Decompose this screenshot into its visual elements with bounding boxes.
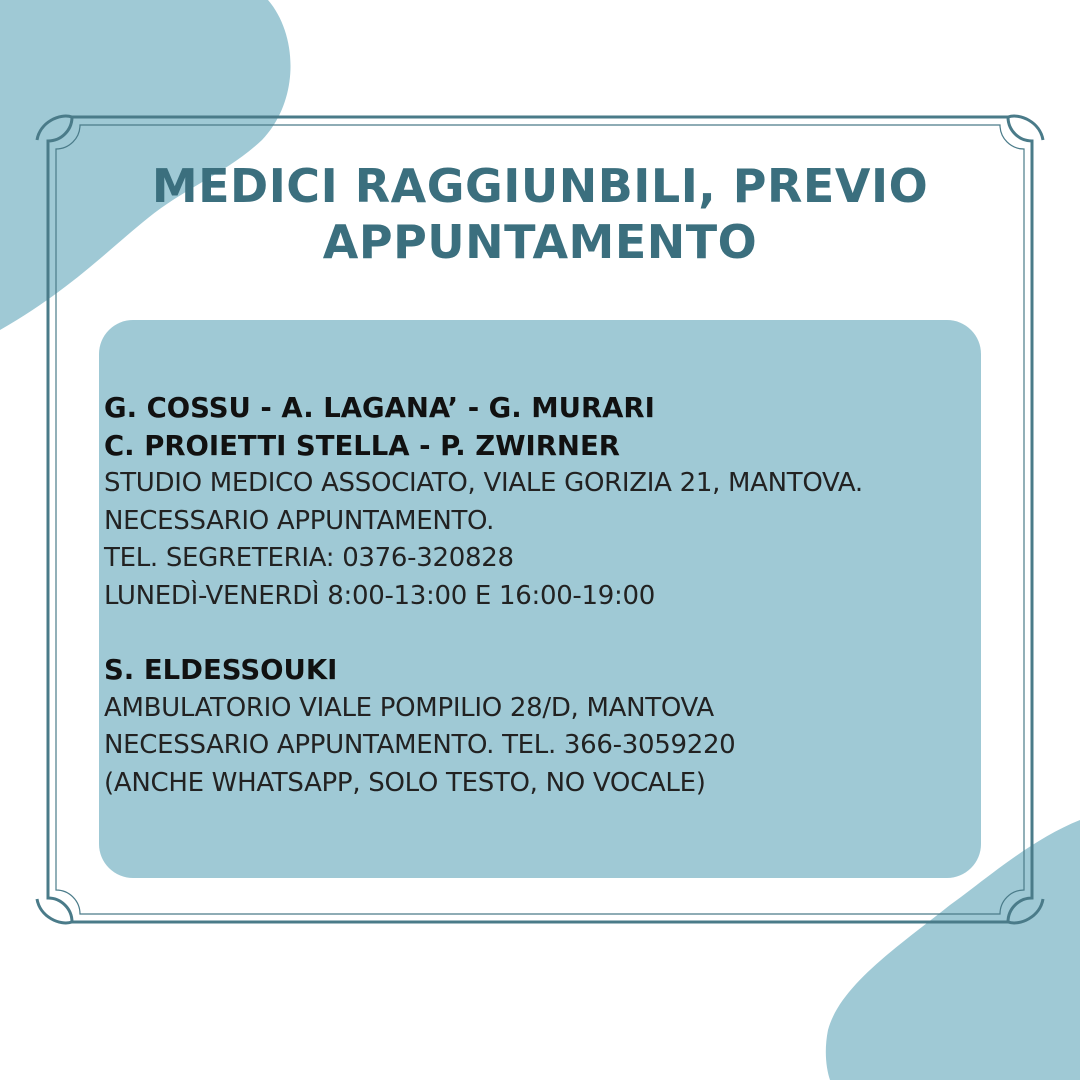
doctor-list — [104, 390, 974, 802]
doctor-section-single — [104, 652, 974, 802]
doctor-names: C. PROIETTI STELLA - P. ZWIRNER — [104, 429, 620, 462]
doctor-names: S. ELDESSOUKI — [104, 654, 338, 686]
doctor-address: STUDIO MEDICO ASSOCIATO, VIALE GORIZIA 21, MANTOVA. — [104, 468, 863, 498]
doctor-names: G. COSSU - A. LAGANA’ - G. MURARI — [104, 392, 655, 424]
doctor-phone: TEL. SEGRETERIA: 0376-320828 — [104, 543, 514, 573]
doctor-hours: LUNEDÌ-VENERDÌ 8:00-13:00 E 16:00-19:00 — [104, 580, 655, 611]
doctor-phone: NECESSARIO APPUNTAMENTO. TEL. 366-3059220 — [104, 730, 736, 760]
section-spacer — [104, 615, 974, 652]
doctor-section-group — [104, 390, 974, 615]
doctor-note: NECESSARIO APPUNTAMENTO. — [104, 505, 495, 536]
doctor-note: (ANCHE WHATSAPP, SOLO TESTO, NO VOCALE) — [104, 767, 706, 798]
page-title — [0, 158, 1080, 270]
doctor-address: AMBULATORIO VIALE POMPILIO 28/D, MANTOVA — [104, 692, 714, 723]
title-line-2: APPUNTAMENTO — [322, 215, 758, 269]
title-line-1: MEDICI RAGGIUNBILI, PREVIO — [151, 159, 929, 213]
